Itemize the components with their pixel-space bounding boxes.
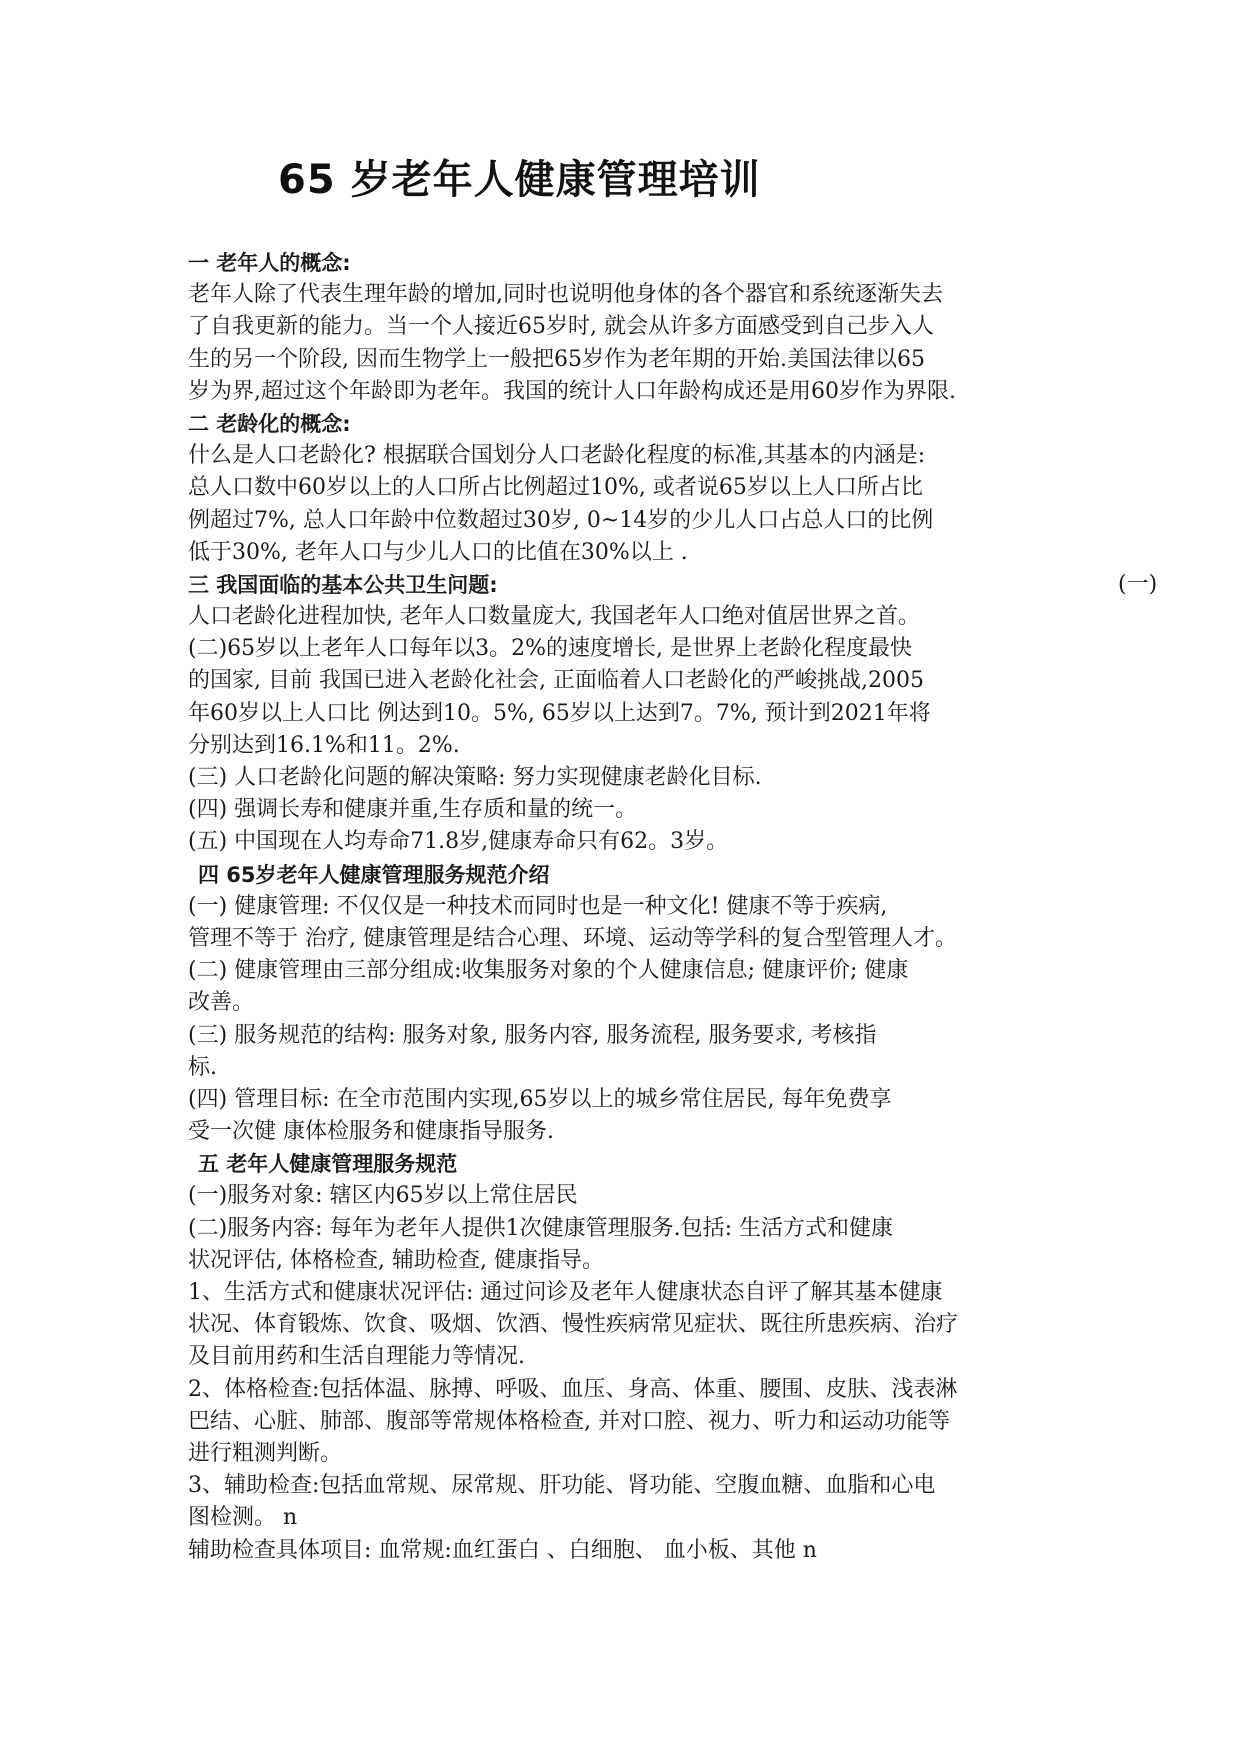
document-title: 65 岁老年人健康管理培训 xyxy=(278,157,761,203)
paragraph-line: (一)服务对象: 辖区内65岁以上常住居民 xyxy=(188,1183,578,1209)
paragraph-line: (二) 健康管理由三部分组成:收集服务对象的个人健康信息; 健康评价; 健康 xyxy=(188,958,909,984)
paragraph-line: 总人口数中60岁以上的人口所占比例超过10%, 或者说65岁以上人口所占比 xyxy=(188,475,923,501)
paragraph-line: 低于30%, 老年人口与少儿人口的比值在30%以上 . xyxy=(188,539,688,565)
paragraph-line: 的国家, 目前 我国已进入老龄化社会, 正面临着人口老龄化的严峻挑战,2005 xyxy=(188,668,924,694)
document-body xyxy=(188,247,1088,1567)
paragraph-line: (三) 服务规范的结构: 服务对象, 服务内容, 服务流程, 服务要求, 考核指 xyxy=(188,1022,877,1048)
paragraph-line: 管理不等于 治疗, 健康管理是结合心理、环境、运动等学科的复合型管理人才。 xyxy=(188,925,957,951)
paragraph-line: 年60岁以上人口比 例达到10。5%, 65岁以上达到7。7%, 预计到2021年将 xyxy=(188,700,931,726)
paragraph-line: 状况、体育锻炼、饮食、吸烟、饮酒、慢性疾病常见症状、既往所患疾病、治疗 xyxy=(188,1312,959,1338)
paragraph-line: (四) 管理目标: 在全市范围内实现,65岁以上的城乡常住居民, 每年免费享 xyxy=(188,1086,892,1112)
paragraph-line: 图检测。 n xyxy=(188,1505,298,1531)
paragraph-line: 进行粗测判断。 xyxy=(188,1440,343,1466)
paragraph-line: (二)65岁以上老年人口每年以3。2%的速度增长, 是世界上老龄化程度最快 xyxy=(188,636,913,662)
paragraph-line: 2、体格检查:包括体温、脉搏、呼吸、血压、身高、体重、腰围、皮肤、浅表淋 xyxy=(188,1376,958,1402)
paragraph-line: (一) 健康管理: 不仅仅是一种技术而同时也是一种文化! 健康不等于疾病, xyxy=(188,893,888,919)
paragraph-line: 标. xyxy=(188,1054,217,1080)
paragraph-line: 辅助检查具体项目: 血常规:血红蛋白 、白细胞、 血小板、其他 n xyxy=(188,1537,817,1563)
paragraph-line: 老年人除了代表生理年龄的增加,同时也说明他身体的各个器官和系统逐渐失去 xyxy=(188,282,943,308)
paragraph-line: 岁为界,超过这个年龄即为老年。我国的统计人口年龄构成还是用60岁作为界限. xyxy=(188,378,956,404)
paragraph-line: 生的另一个阶段, 因而生物学上一般把65岁作为老年期的开始.美国法律以65 xyxy=(188,346,925,372)
paragraph-line: (三) 人口老龄化问题的解决策略: 努力实现健康老龄化目标. xyxy=(188,765,762,790)
section-heading: 四 65岁老年人健康管理服务规范介绍 xyxy=(198,862,550,887)
paragraph-line: 了自我更新的能力。当一个人接近65岁时, 就会从许多方面感受到自己步入人 xyxy=(188,314,934,340)
paragraph-line: 巴结、心脏、肺部、腹部等常规体格检查, 并对口腔、视力、听力和运动功能等 xyxy=(188,1408,950,1434)
paragraph-line: 受一次健 康体检服务和健康指导服务. xyxy=(188,1119,554,1145)
margin-marker: (一) xyxy=(1118,572,1158,597)
paragraph-line: 分别达到16.1%和11。2%. xyxy=(188,732,460,758)
paragraph-line: 例超过7%, 总人口年龄中位数超过30岁, 0~14岁的少儿人口占总人口的比例 xyxy=(188,507,934,533)
paragraph-line: 1、生活方式和健康状况评估: 通过问诊及老年人健康状态自评了解其基本健康 xyxy=(188,1280,943,1305)
paragraph-line: 什么是人口老龄化? 根据联合国划分人口老龄化程度的标准,其基本的内涵是: xyxy=(188,443,926,469)
paragraph-line: 及目前用药和生活自理能力等情况. xyxy=(188,1344,525,1370)
section-heading: 五 老年人健康管理服务规范 xyxy=(198,1152,458,1177)
paragraph-line: 状况评估, 体格检查, 辅助检查, 健康指导。 xyxy=(188,1247,604,1273)
paragraph-line: 改善。 xyxy=(188,990,255,1016)
paragraph-line: (五) 中国现在人均寿命71.8岁,健康寿命只有62。3岁。 xyxy=(188,829,729,855)
paragraph-line: 人口老龄化进程加快, 老年人口数量庞大, 我国老年人口绝对值居世界之首。 xyxy=(188,604,920,630)
section-heading: 一 老年人的概念: xyxy=(188,251,351,275)
section-heading: 二 老龄化的概念: xyxy=(188,411,351,436)
paragraph-line: (二)服务内容: 每年为老年人提供1次健康管理服务.包括: 生活方式和健康 xyxy=(188,1215,893,1241)
paragraph-line: (四) 强调长寿和健康并重,生存质和量的统一。 xyxy=(188,797,638,823)
paragraph-line: 3、辅助检查:包括血常规、尿常规、肝功能、肾功能、空腹血糖、血脂和心电 xyxy=(188,1473,936,1499)
section-heading: 三 我国面临的基本公共卫生问题: xyxy=(188,572,498,597)
